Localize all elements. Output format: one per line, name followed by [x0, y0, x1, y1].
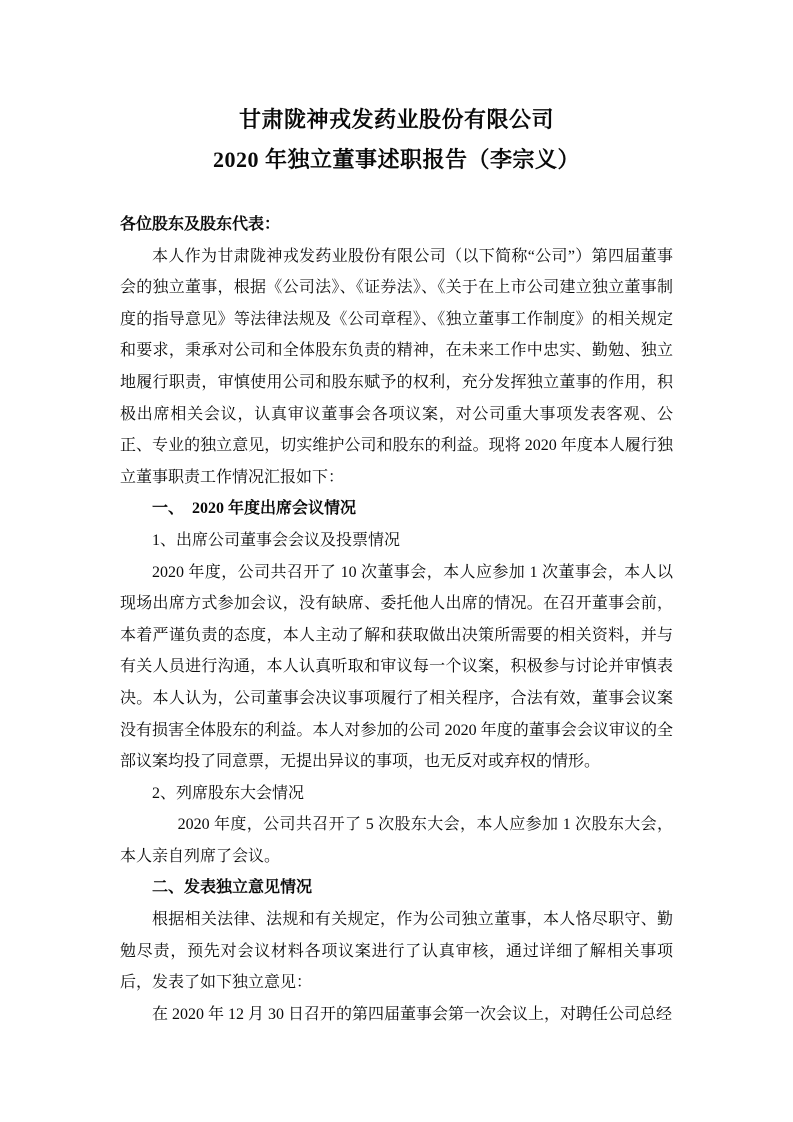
independent-opinion-paragraph: 根据相关法律、法规和有关规定，作为公司独立董事，本人恪尽职守、勤勉尽责，预先对会议材料各项议案进行了认真审核，通过详细了解相关事项后，发表了如下独立意见： — [120, 911, 673, 992]
subsection-2-title: 2、列席股东大会情况 — [152, 784, 305, 802]
document-title-company: 甘肃陇神戎发药业股份有限公司 — [238, 107, 554, 132]
final-truncated-paragraph: 在 2020 年 12 月 30 日召开的第四届董事会第一次会议上，对聘任公司总经 — [152, 1005, 673, 1023]
board-meetings-paragraph: 2020 年度，公司共召开了 10 次董事会，本人应参加 1 次董事会，本人以现场出席方式参加会议，没有缺席、委托他人出席的情况。在召开董事会前，本着严谨负责的态度，本人主动了解和获取做出决策所需要的相关资料，并与有关人员进行沟通，本人认真听取和审议每一个议案，积极参与讨论并审慎表决。本人认为，公司董事会决议事项履行了相关程序，合法有效，董事会议案没有损害全体股东的利益。本人对参加的公司 2020 年度的董事会会议审议的全部议案均投了同意票，无提出异议的事项，也无反对或弃权的情形。 — [120, 563, 673, 771]
salutation-line: 各位股东及股东代表： — [120, 216, 281, 233]
section-heading-2: 二、发表独立意见情况 — [152, 879, 313, 897]
subsection-1-title: 1、出席公司董事会会议及投票情况 — [152, 531, 401, 549]
section-heading-1: 一、 2020 年度出席会议情况 — [152, 500, 357, 518]
document-body — [120, 209, 673, 1030]
document-title-report: 2020 年独立董事述职报告（李宗义） — [212, 147, 580, 172]
shareholder-meetings-paragraph: 2020 年度，公司共召开了 5 次股东大会，本人应参加 1 次股东大会，本人亲自列席了会议。 — [120, 816, 673, 865]
intro-paragraph: 本人作为甘肃陇神戎发药业股份有限公司（以下简称“公司”）第四届董事会的独立董事，根据《公司法》、《证券法》、《关于在上市公司建立独立董事制度的指导意见》等法律法规及《公司章程》、《独立董事工作制度》的相关规定和要求，秉承对公司和全体股东负责的精神，在未来工作中忠实、勤勉、独立地履行职责，审慎使用公司和股东赋予的权利，充分发挥独立董事的作用，积极出席相关会议，认真审议董事会各项议案，对公司重大事项发表客观、公正、专业的独立意见，切实维护公司和股东的利益。现将 2020 年度本人履行独立董事职责工作情况汇报如下： — [120, 247, 673, 486]
